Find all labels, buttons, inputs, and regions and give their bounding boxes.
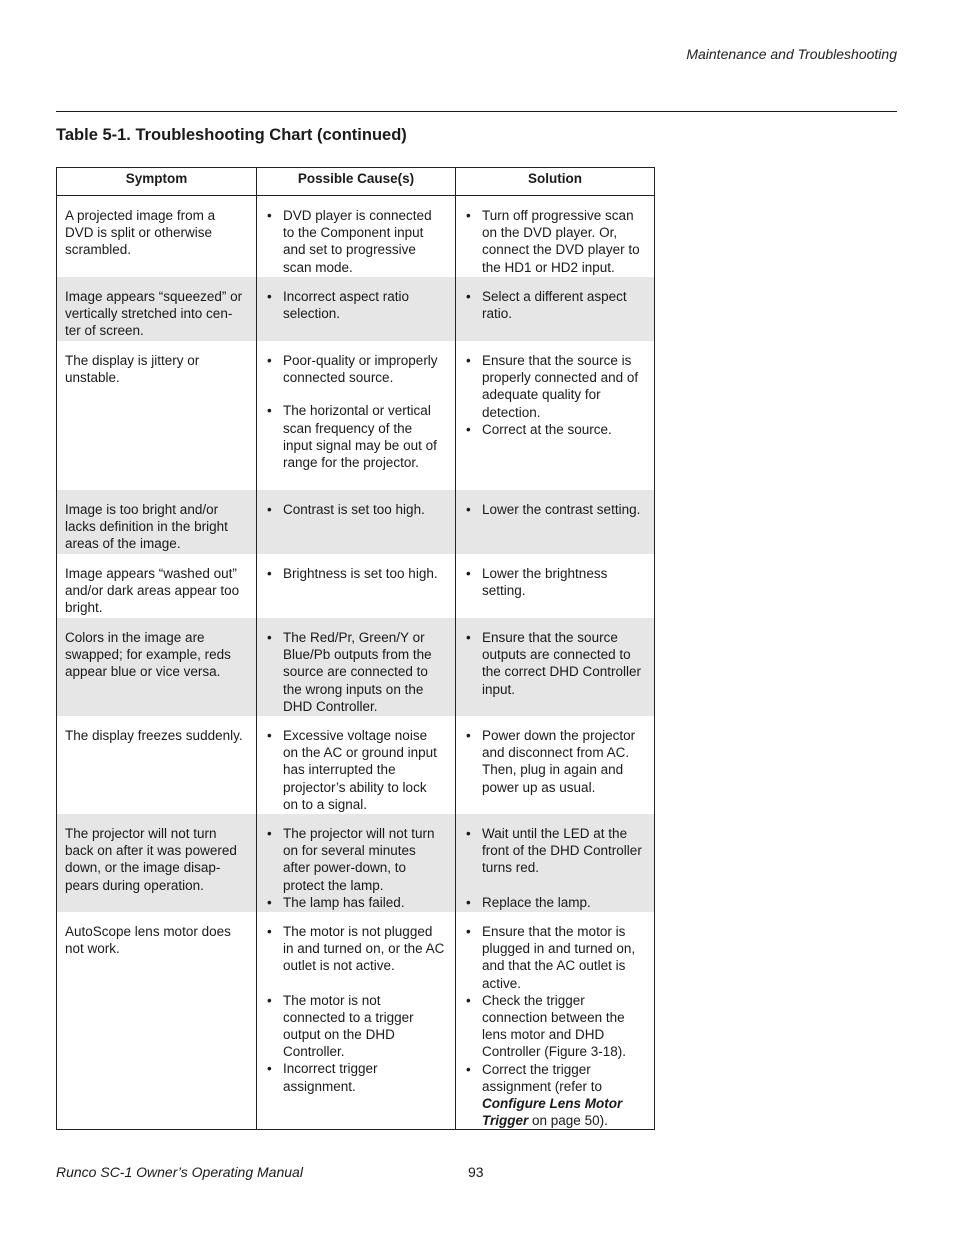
symptom-cell: Colors in the image are swapped; for example, reds appear blue or vice versa. bbox=[57, 618, 256, 716]
running-header: Maintenance and Troubleshooting bbox=[686, 46, 897, 62]
causes-cell bbox=[256, 618, 455, 716]
cause-item: • Contrast is set too high. bbox=[265, 501, 445, 518]
symptom-cell: A projected image from a DVD is split or otherwise scrambled. bbox=[65, 208, 216, 258]
cause-item: • The horizontal or vertical scan frequency of the input signal may be out of range for the projector. bbox=[265, 402, 445, 471]
solution-item: • Power down the projector and disconnect from AC. Then, plug in again and power up as usual. bbox=[464, 727, 644, 796]
cause-item: • Brightness is set too high. bbox=[265, 565, 445, 582]
solution-text: Correct the trigger assignment (refer to bbox=[482, 1061, 603, 1094]
page-number: 93 bbox=[468, 1164, 484, 1180]
cause-item: • The motor is not connected to a trigger output on the DHD Controller. bbox=[265, 992, 445, 1061]
column-header-symptom: Symptom bbox=[57, 168, 256, 196]
solutions-cell bbox=[455, 196, 654, 277]
solutions-cell bbox=[455, 554, 654, 618]
troubleshooting-table bbox=[56, 167, 655, 1130]
solution-item: • Lower the contrast setting. bbox=[464, 501, 644, 518]
causes-cell bbox=[256, 912, 455, 1129]
solution-item: • Ensure that the motor is plugged in and turned on, and that the AC outlet is active. bbox=[464, 923, 644, 992]
symptom-cell: Image appears “squeezed” or vertically stretched into cen-ter of screen. bbox=[57, 277, 256, 341]
solutions-cell bbox=[455, 618, 654, 716]
cause-item: • Incorrect aspect ratio selection. bbox=[265, 288, 445, 322]
causes-cell bbox=[256, 814, 455, 912]
solutions-cell bbox=[455, 341, 654, 490]
solution-item: • Turn off progressive scan on the DVD player. Or, connect the DVD player to the HD1 or HD2 input. bbox=[464, 207, 644, 276]
header-rule bbox=[56, 111, 897, 112]
symptom-cell: AutoScope lens motor does not work. bbox=[65, 924, 231, 957]
page-reference: on page 50). bbox=[528, 1113, 608, 1129]
table-title: Table 5-1. Troubleshooting Chart (continued) bbox=[56, 126, 407, 144]
cause-item: • The lamp has failed. bbox=[265, 894, 445, 911]
cause-item: • Poor-quality or improperly connected source. bbox=[265, 352, 445, 386]
causes-cell bbox=[256, 277, 455, 341]
solution-item bbox=[464, 1061, 644, 1129]
solution-item: • Correct at the source. bbox=[464, 421, 644, 438]
footer-manual-title: Runco SC-1 Owner’s Operating Manual bbox=[56, 1164, 303, 1180]
symptom-cell: Image is too bright and/or lacks definition in the bright areas of the image. bbox=[57, 490, 256, 554]
causes-cell bbox=[256, 196, 455, 277]
solutions-cell bbox=[455, 277, 654, 341]
causes-cell bbox=[256, 716, 455, 814]
cause-item: • The projector will not turn on for several minutes after power-down, to protect the lamp. bbox=[265, 825, 445, 894]
cause-item: • Incorrect trigger assignment. bbox=[265, 1060, 445, 1094]
symptom-cell: The display is jittery or unstable. bbox=[65, 353, 200, 386]
solutions-cell bbox=[455, 716, 654, 814]
column-header-causes: Possible Cause(s) bbox=[256, 168, 455, 196]
cause-item: • The Red/Pr, Green/Y or Blue/Pb outputs from the source are connected to the wrong inputs on the DHD Controller. bbox=[265, 629, 445, 715]
cause-item: • Excessive voltage noise on the AC or ground input has interrupted the projector’s ability to lock on to a signal. bbox=[265, 727, 445, 813]
symptom-cell: The display freezes suddenly. bbox=[65, 728, 243, 743]
solution-item: • Select a different aspect ratio. bbox=[464, 288, 644, 322]
solution-item: • Lower the brightness setting. bbox=[464, 565, 644, 599]
cause-item: • The motor is not plugged in and turned on, or the AC outlet is not active. bbox=[265, 923, 445, 975]
symptom-cell: The projector will not turn back on after it was powered down, or the image disap-pears during operation. bbox=[57, 814, 256, 912]
solution-item: • Check the trigger connection between the lens motor and DHD Controller (Figure 3-18). bbox=[464, 992, 644, 1061]
causes-cell bbox=[256, 554, 455, 618]
configure-lens-motor-trigger-link[interactable]: Configure Lens Motor Trigger bbox=[482, 1096, 623, 1129]
solution-item: • Ensure that the source is properly connected and of adequate quality for detection. bbox=[464, 352, 644, 421]
causes-cell bbox=[256, 490, 455, 554]
cause-item: • DVD player is connected to the Component input and set to progressive scan mode. bbox=[265, 207, 445, 276]
solution-item: • Replace the lamp. bbox=[464, 894, 644, 911]
symptom-cell: Image appears “washed out” and/or dark areas appear too bright. bbox=[65, 566, 240, 616]
column-header-solution: Solution bbox=[455, 168, 654, 196]
solutions-cell bbox=[455, 814, 654, 912]
solutions-cell bbox=[455, 912, 654, 1129]
solutions-cell bbox=[455, 490, 654, 554]
solution-item: • Wait until the LED at the front of the DHD Controller turns red. bbox=[464, 825, 644, 877]
solution-item: • Ensure that the source outputs are connected to the correct DHD Controller input. bbox=[464, 629, 644, 698]
causes-cell bbox=[256, 341, 455, 490]
